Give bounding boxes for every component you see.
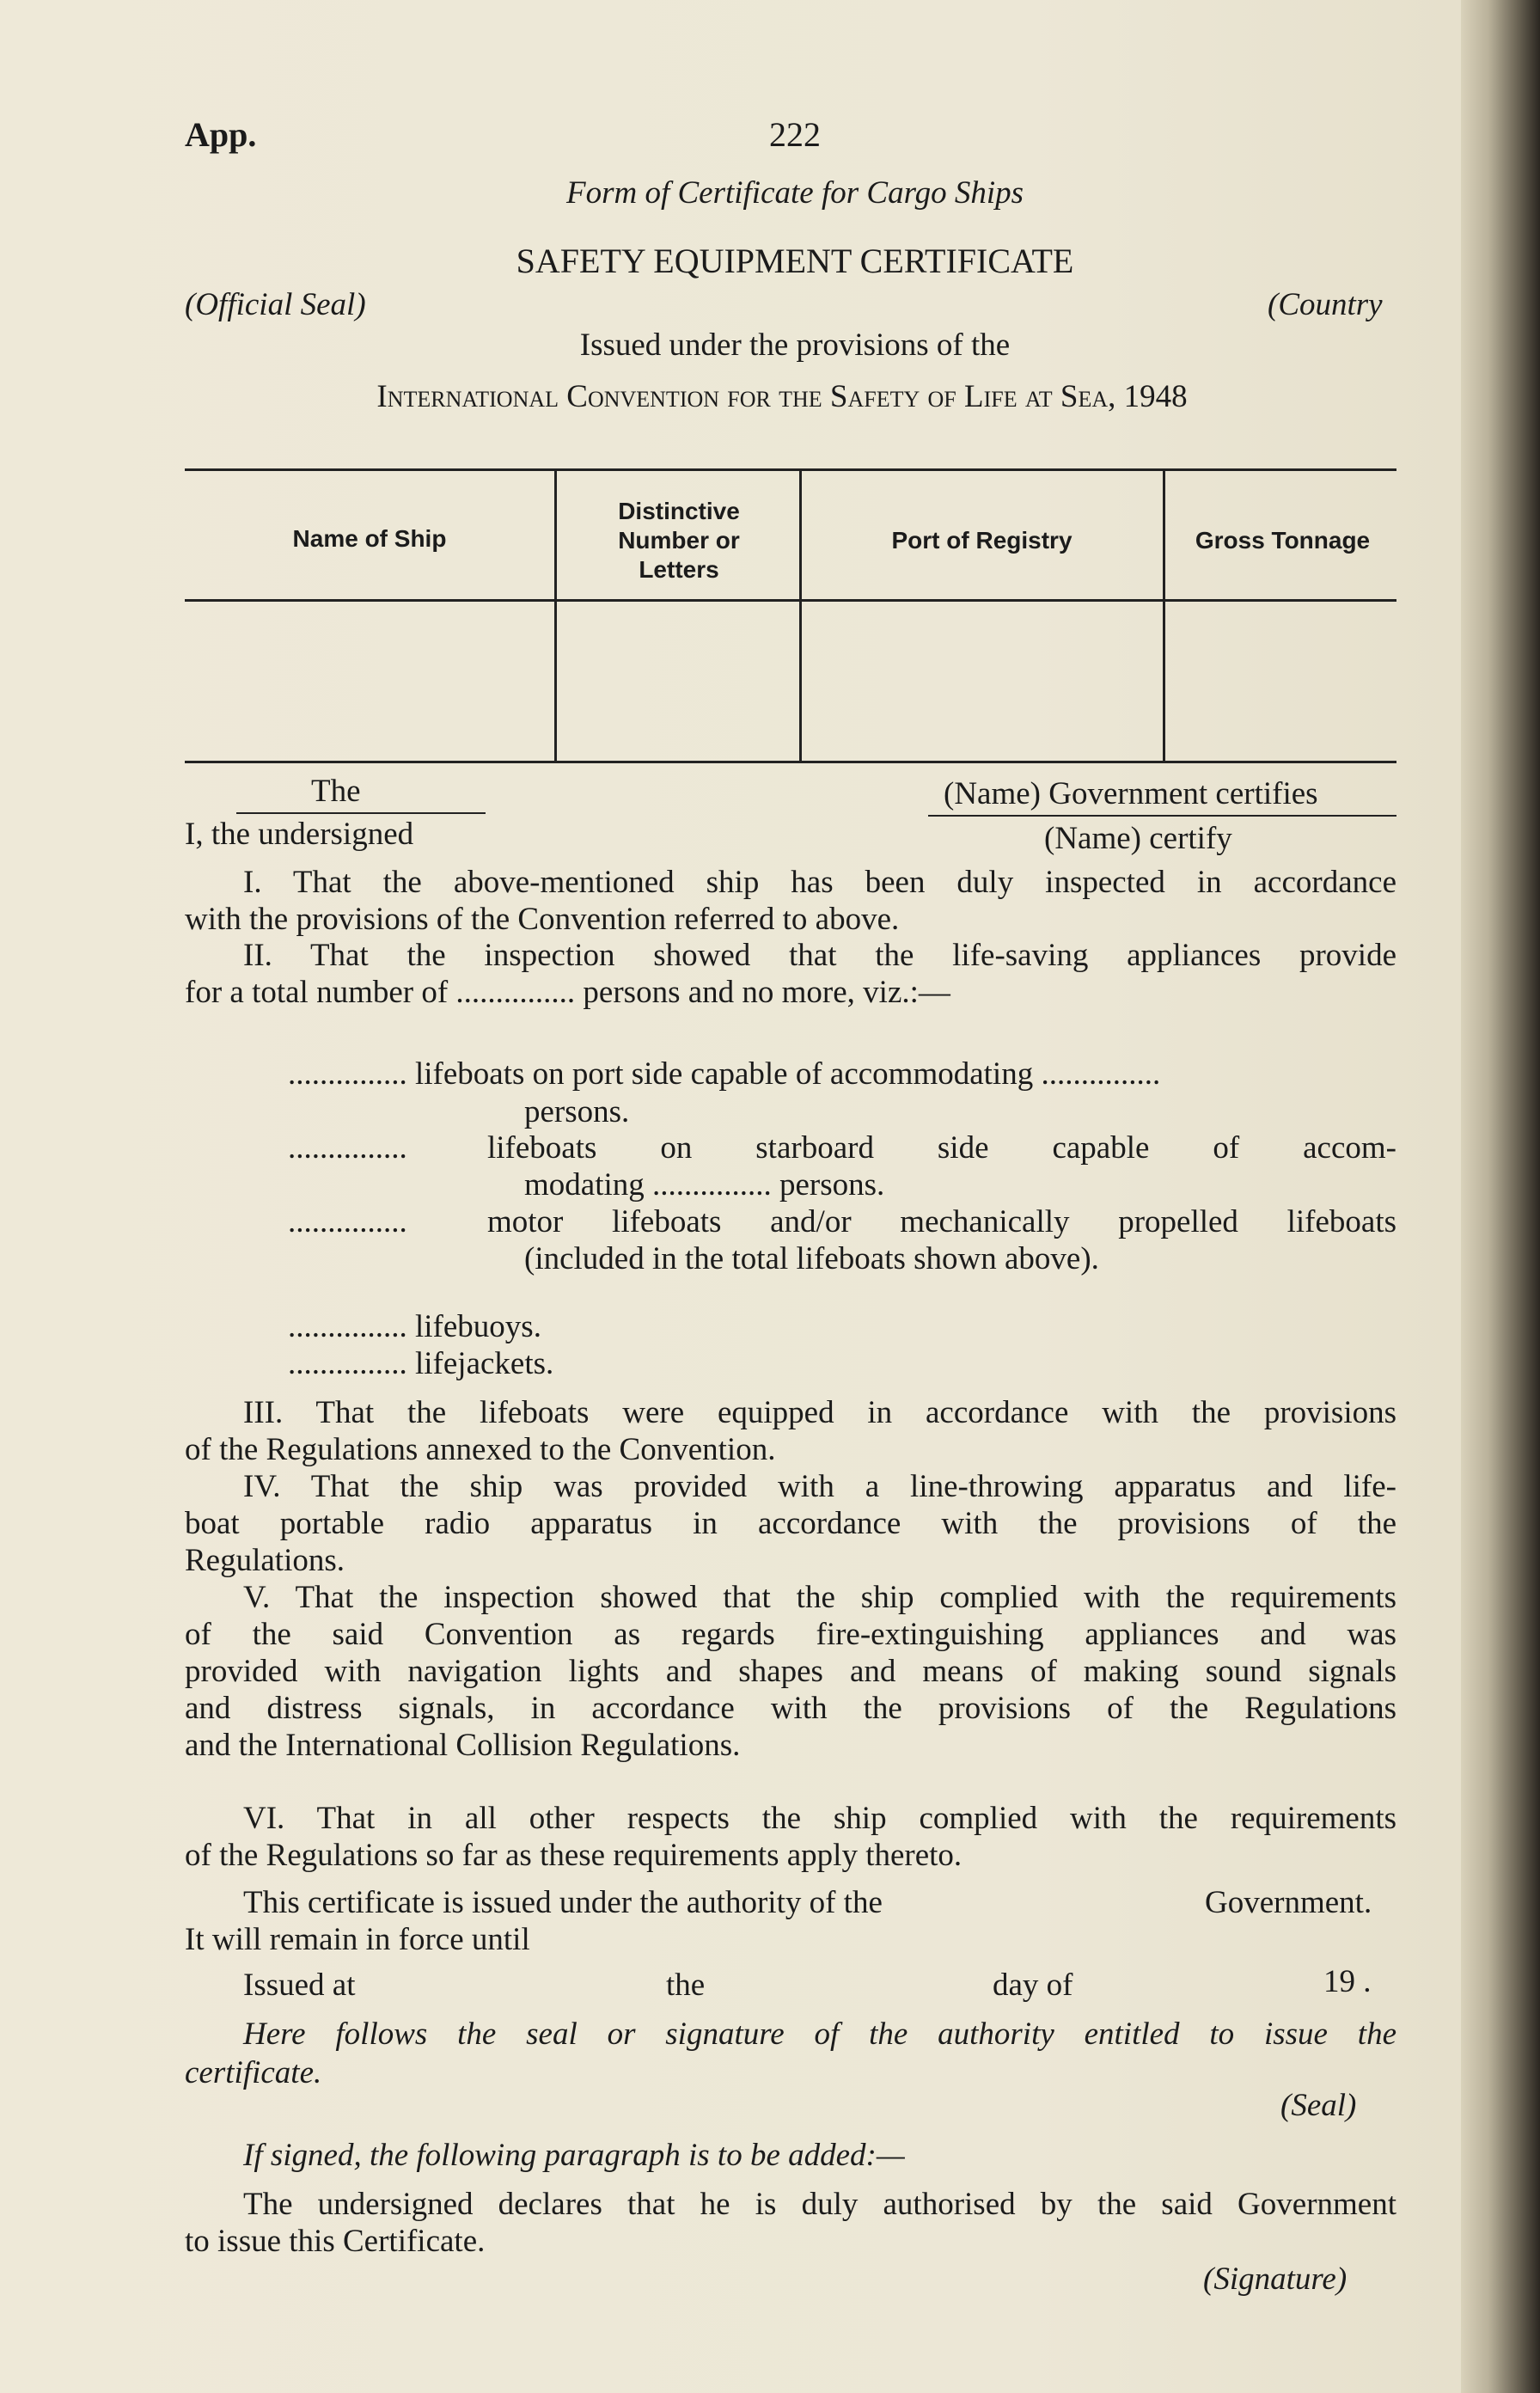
seal-label: (Seal)	[1280, 2088, 1357, 2123]
declares-line-2: to issue this Certificate.	[185, 2224, 486, 2259]
issued-under: Issued under the provisions of the	[579, 327, 1011, 363]
seal-note-line-1: Here follows the seal or signature of the authority entitled to issue the	[243, 2017, 1396, 2052]
item-port-lifeboats-cont: persons.	[524, 1094, 630, 1129]
para-5-line-4: and distress signals, in accordance with the provisions of the Regulations	[185, 1691, 1396, 1726]
word: starboard	[755, 1130, 874, 1166]
certify-the: The	[311, 774, 361, 809]
para-3-line-1: III. That the lifeboats were equipped in accordance with the provisions	[243, 1395, 1396, 1430]
issued-day-of: day of	[993, 1968, 1073, 2003]
item-motor-cont: (included in the total lifeboats shown above).	[524, 1241, 1099, 1276]
convention-name: International Convention for the Safety of Life at Sea, 1948	[376, 379, 1188, 414]
item-starboard-cont: modating ............... persons.	[524, 1167, 885, 1203]
item-starboard-line	[487, 1129, 1396, 1167]
item-motor-lifeboats: motor lifeboats and/or mechanically propelled lifeboats	[487, 1204, 1396, 1239]
issued-at: Issued at	[243, 1968, 356, 2003]
in-force-text: It will remain in force until	[185, 1922, 530, 1957]
authority-text: This certificate is issued under the authority of the	[243, 1885, 883, 1920]
appendix-label: App.	[185, 115, 257, 154]
signature-label: (Signature)	[1203, 2261, 1348, 2297]
word: accom-	[1303, 1130, 1396, 1166]
issued-year: 19 .	[1323, 1964, 1372, 1999]
para-3-line-2: of the Regulations annexed to the Convention.	[185, 1432, 776, 1467]
item-lifebuoys: ............... lifebuoys.	[288, 1309, 541, 1344]
word: of	[1213, 1130, 1240, 1166]
word: capable	[1052, 1130, 1150, 1166]
table-bottom-rule	[185, 761, 1396, 763]
table-col-divider	[799, 470, 802, 762]
para-2-line-1: II. That the inspection showed that the life-saving appliances provide	[243, 938, 1396, 973]
para-6-line-1: VI. That in all other respects the ship complied with the requirements	[243, 1801, 1396, 1836]
if-signed-note: If signed, the following paragraph is to be added:—	[243, 2138, 905, 2173]
book-gutter	[1461, 0, 1540, 2393]
col-header-gross-tonnage: Gross Tonnage	[1195, 527, 1371, 554]
table-top-rule	[185, 468, 1396, 471]
para-5-line-3: provided with navigation lights and shapes and means of making sound signals	[185, 1654, 1396, 1689]
para-1-line-1: I. That the above-mentioned ship has been duly inspected in accordance	[243, 865, 1396, 900]
col-header-port-of-registry: Port of Registry	[891, 527, 1072, 554]
table-header-rule	[185, 599, 1396, 602]
country-label: (Country	[1268, 287, 1383, 322]
official-seal: (Official Seal)	[185, 287, 366, 322]
para-5-line-2: of the said Convention as regards fire-extinguishing appliances and was	[185, 1617, 1396, 1652]
word: side	[937, 1130, 989, 1166]
para-2-line-2: for a total number of ............... persons and no more, viz.:—	[185, 975, 950, 1010]
certify-undersigned: I, the undersigned	[185, 817, 414, 852]
para-4-line-1: IV. That the ship was provided with a line-throwing apparatus and life-	[243, 1469, 1396, 1504]
item-starboard-dots: ...............	[288, 1130, 407, 1166]
col-header-name-of-ship: Name of Ship	[292, 525, 447, 552]
underline	[236, 812, 486, 814]
authority-government: Government.	[1205, 1885, 1372, 1920]
para-5-line-1: V. That the inspection showed that the ship complied with the requirements	[243, 1580, 1396, 1615]
certify-name-government: (Name) Government certifies	[944, 776, 1318, 811]
col-header-distinctive-number: Distinctive Number or Letters	[618, 498, 740, 583]
page-number: 222	[769, 115, 821, 154]
item-lifejackets: ............... lifejackets.	[288, 1346, 554, 1381]
para-4-line-3: Regulations.	[185, 1543, 345, 1578]
item-motor-dots: ...............	[288, 1204, 407, 1239]
issued-the: the	[666, 1968, 706, 2003]
word: lifeboats	[487, 1130, 597, 1166]
seal-note-line-2: certificate.	[185, 2055, 322, 2090]
table-col-divider	[554, 470, 557, 762]
table-col-divider	[1163, 470, 1165, 762]
declares-line-1: The undersigned declares that he is duly authorised by the said Government	[243, 2187, 1396, 2222]
underline	[928, 815, 1396, 817]
para-6-line-2: of the Regulations so far as these requirements apply thereto.	[185, 1838, 962, 1873]
item-port-lifeboats: ............... lifeboats on port side capable of accommodating ...............	[288, 1056, 1161, 1092]
form-title: Form of Certificate for Cargo Ships	[565, 175, 1024, 211]
word: on	[660, 1130, 693, 1166]
para-5-line-5: and the International Collision Regulations.	[185, 1728, 741, 1763]
para-1-line-2: with the provisions of the Convention referred to above.	[185, 902, 900, 937]
certify-name: (Name) certify	[1044, 821, 1232, 856]
para-4-line-2: boat portable radio apparatus in accordance with the provisions of the	[185, 1506, 1396, 1541]
certificate-title: SAFETY EQUIPMENT CERTIFICATE	[516, 242, 1074, 280]
